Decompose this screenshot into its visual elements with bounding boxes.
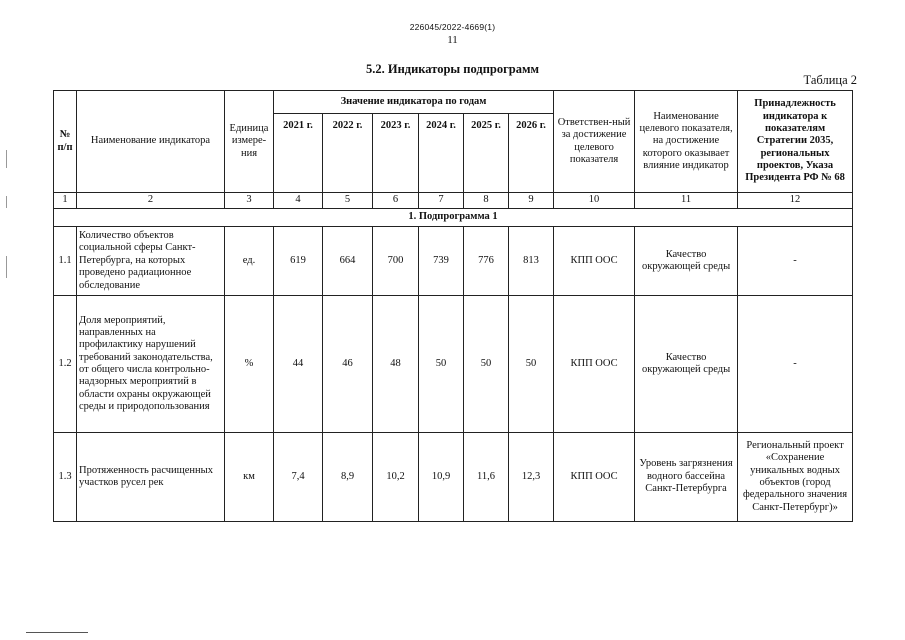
page-number: 11 xyxy=(447,34,458,46)
column-number: 10 xyxy=(554,193,635,209)
value-2021: 619 xyxy=(274,227,323,296)
belonging: - xyxy=(738,296,853,433)
margin-mark xyxy=(6,196,7,208)
header-years-group: Значение индикатора по годам xyxy=(274,91,554,114)
value-2022: 46 xyxy=(323,296,373,433)
subprogram-row xyxy=(54,209,853,227)
value-2022: 8,9 xyxy=(323,433,373,522)
column-number: 5 xyxy=(323,193,373,209)
column-numbers-row xyxy=(54,193,853,209)
target-indicator: Уровень загрязнения водного бассейна Санкт-Петербурга xyxy=(635,433,738,522)
value-2021: 7,4 xyxy=(274,433,323,522)
section-title: 5.2. Индикаторы подпрограмм xyxy=(365,62,540,76)
value-2026: 12,3 xyxy=(509,433,554,522)
header-year: 2023 г. xyxy=(373,114,419,193)
value-2025: 11,6 xyxy=(464,433,509,522)
belonging: Региональный проект «Сохранение уникальных водных объектов (город федерального значения Санкт-Петербург)» xyxy=(738,433,853,522)
margin-mark xyxy=(6,256,7,278)
column-number: 4 xyxy=(274,193,323,209)
column-number: 12 xyxy=(738,193,853,209)
responsible: КПП ООС xyxy=(554,227,635,296)
header-name: Наименование индикатора xyxy=(77,91,225,193)
value-2023: 48 xyxy=(373,296,419,433)
column-number: 3 xyxy=(225,193,274,209)
subprogram-title: 1. Подпрограмма 1 xyxy=(54,209,853,227)
header-responsible: Ответствен-ный за достижение целевого показателя xyxy=(554,91,635,193)
value-2024: 739 xyxy=(419,227,464,296)
footer-divider xyxy=(26,632,88,633)
header-year: 2026 г. xyxy=(509,114,554,193)
table-label: Таблица 2 xyxy=(803,73,857,87)
value-2025: 50 xyxy=(464,296,509,433)
indicators-table xyxy=(53,90,853,522)
column-number: 1 xyxy=(54,193,77,209)
responsible: КПП ООС xyxy=(554,296,635,433)
value-2026: 50 xyxy=(509,296,554,433)
target-indicator: Качество окружающей среды xyxy=(635,227,738,296)
header-unit: Единица измере-ния xyxy=(225,91,274,193)
column-number: 2 xyxy=(77,193,225,209)
value-2026: 813 xyxy=(509,227,554,296)
header-no: № п/п xyxy=(54,91,77,193)
column-number: 6 xyxy=(373,193,419,209)
header-year: 2024 г. xyxy=(419,114,464,193)
row-number: 1.2 xyxy=(54,296,77,433)
row-number: 1.3 xyxy=(54,433,77,522)
value-2022: 664 xyxy=(323,227,373,296)
row-number: 1.1 xyxy=(54,227,77,296)
indicator-unit: км xyxy=(225,433,274,522)
target-indicator: Качество окружающей среды xyxy=(635,296,738,433)
indicator-unit: % xyxy=(225,296,274,433)
table-row xyxy=(54,433,853,522)
table-row xyxy=(54,296,853,433)
indicator-name: Количество объектов социальной сферы Санкт-Петербурга, на которых проведено радиационное обследование xyxy=(77,227,225,296)
indicator-name: Протяженность расчищенных участков русел рек xyxy=(77,433,225,522)
header-year: 2021 г. xyxy=(274,114,323,193)
table-row xyxy=(54,227,853,296)
indicator-unit: ед. xyxy=(225,227,274,296)
header-belonging: Принадлежность индикатора к показателям Стратегии 2035, региональных проектов, Указа Президента РФ № 68 xyxy=(738,91,853,193)
column-number: 11 xyxy=(635,193,738,209)
header-year: 2025 г. xyxy=(464,114,509,193)
value-2024: 50 xyxy=(419,296,464,433)
column-number: 8 xyxy=(464,193,509,209)
column-number: 7 xyxy=(419,193,464,209)
belonging: - xyxy=(738,227,853,296)
value-2021: 44 xyxy=(274,296,323,433)
header-year: 2022 г. xyxy=(323,114,373,193)
column-number: 9 xyxy=(509,193,554,209)
document-id: 226045/2022-4669(1) xyxy=(409,22,496,32)
header-target-name: Наименование целевого показателя, на достижение которого оказывает влияние индикатор xyxy=(635,91,738,193)
value-2023: 700 xyxy=(373,227,419,296)
indicator-name: Доля мероприятий, направленных на профилактику нарушений требований законодательства, от общего числа контрольно-надзорных мероприятий в области охраны окружающей среды и природопользования xyxy=(77,296,225,433)
margin-mark xyxy=(6,150,7,168)
header-row xyxy=(54,91,853,114)
value-2023: 10,2 xyxy=(373,433,419,522)
value-2024: 10,9 xyxy=(419,433,464,522)
responsible: КПП ООС xyxy=(554,433,635,522)
value-2025: 776 xyxy=(464,227,509,296)
